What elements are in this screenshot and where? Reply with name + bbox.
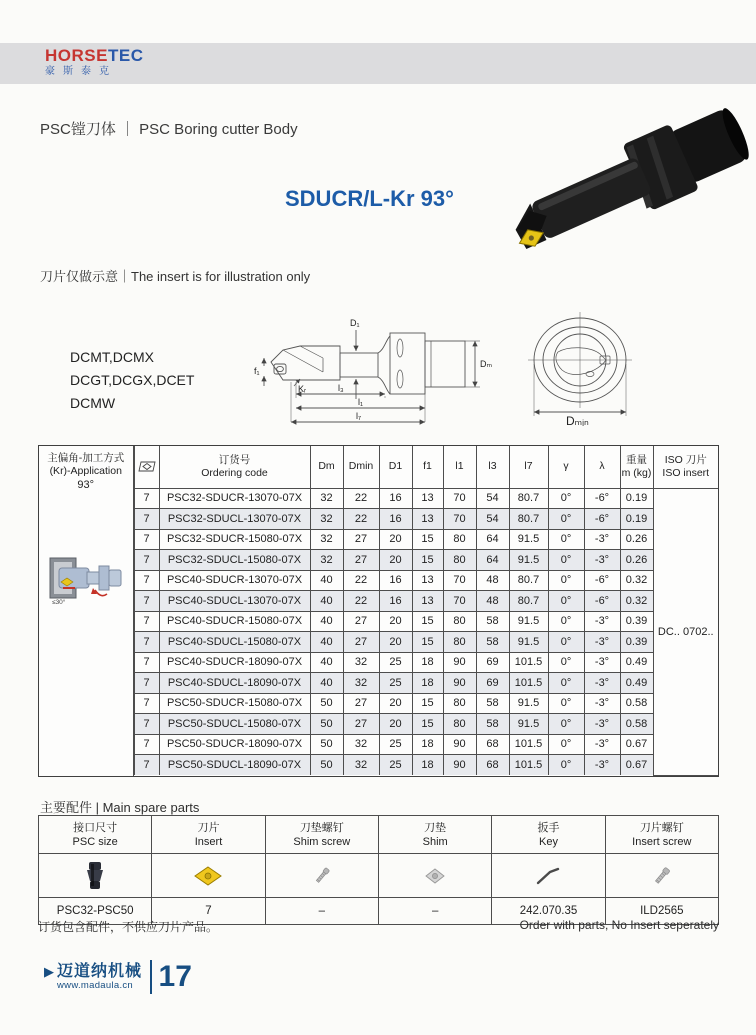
col-header-f1: f1 (412, 446, 443, 488)
col-header-dmin: Dmin (343, 446, 379, 488)
iso-insert-cell: DC.. 0702.. (653, 488, 718, 775)
brand-logo (45, 46, 144, 78)
dim-label-kr: Kᵣ (298, 384, 307, 394)
spec-table (38, 445, 719, 777)
spare-col-insert-screw: 刀片螺钉 Insert screw (605, 816, 718, 854)
spec-table-header-row (134, 446, 718, 488)
dim-label-f1: f₁ (254, 366, 260, 376)
spare-value-key: 242.070.35 (492, 898, 605, 925)
footnotes (38, 918, 719, 935)
table-row: 7 PSC32-SDUCR-13070-07X 32 22 16 13 70 54 80.7 0° -6° 0.19 DC.. 0702.. (134, 488, 718, 509)
dim-label-dm: Dₘ (480, 359, 493, 369)
footnote-en: Order with parts, No Insert seperately (519, 918, 719, 932)
spare-value-psc-size: PSC32-PSC50 (39, 898, 152, 925)
spare-parts-icon-row (39, 854, 719, 898)
table-row: 7 PSC40-SDUCL-13070-07X 40 22 16 13 70 48 80.7 0° -6° 0.32 (134, 591, 718, 612)
table-row: 7 PSC50-SDUCL-18090-07X 50 32 25 18 90 68 101.5 0° -3° 0.67 (134, 755, 718, 776)
key-icon (533, 864, 563, 888)
shim-screw-icon (310, 864, 334, 888)
application-column (39, 446, 134, 776)
col-header-d1: D1 (379, 446, 412, 488)
insert-note: 刀片仅做示意｜The insert is for illustration only (40, 269, 311, 284)
spare-col-insert: 刀片 Insert (152, 816, 265, 854)
col-header-iso-insert: ISO 刀片 ISO insert (653, 446, 718, 488)
footer-brand (44, 960, 192, 994)
shim-icon (423, 866, 447, 886)
table-row: 7 PSC40-SDUCL-15080-07X 40 27 20 15 80 58 91.5 0° -3° 0.39 (134, 632, 718, 653)
dim-label-d1: D₁ (350, 318, 360, 328)
table-row: 7 PSC40-SDUCR-18090-07X 40 32 25 18 90 69 101.5 0° -3° 0.49 (134, 652, 718, 673)
insert-shape-header (134, 446, 159, 488)
insert-shape-icon (138, 460, 156, 473)
spare-col-key: 扳手 Key (492, 816, 605, 854)
spare-col-psc-size: 接口尺寸 PSC size (39, 816, 152, 854)
product-photo (498, 104, 750, 266)
application-note: ≤30° (52, 599, 66, 606)
col-header-l7: l7 (509, 446, 548, 488)
footer-brand-block (57, 963, 142, 991)
dim-label-l1: l₁ (358, 397, 364, 407)
dim-label-l7: l₇ (356, 411, 362, 421)
application-header-en: (Kr)-Application (49, 465, 122, 477)
spare-col-shim-screw: 刀垫螺钉 Shim screw (265, 816, 378, 854)
page-number: 17 (158, 960, 192, 993)
brand-logo-text: HORSETEC (45, 46, 144, 65)
application-header-cn: 主偏角-加工方式 (47, 452, 125, 464)
spare-col-shim: 刀垫 Shim (378, 816, 491, 854)
tool-holder-icon (82, 861, 108, 891)
spare-parts-table (38, 815, 719, 925)
table-row: 7 PSC40-SDUCR-13070-07X 40 22 16 13 70 48 80.7 0° -6° 0.32 (134, 570, 718, 591)
footer-brand-cn: 迈道纳机械 (57, 963, 143, 980)
spare-value-shim-screw: – (265, 898, 378, 925)
table-row: 7 PSC32-SDUCL-15080-07X 32 27 20 15 80 64 91.5 0° -3° 0.26 (134, 550, 718, 571)
footer-arrow-icon: ▶ (44, 964, 54, 979)
col-header-ordering-code: 订货号 Ordering code (159, 446, 310, 488)
table-row: 7 PSC32-SDUCR-15080-07X 32 27 20 15 80 64 91.5 0° -3° 0.26 (134, 529, 718, 550)
table-row: 7 PSC40-SDUCL-18090-07X 40 32 25 18 90 69 101.5 0° -3° 0.49 (134, 673, 718, 694)
spare-parts-header-row (39, 816, 719, 854)
spec-table-grid (134, 446, 719, 776)
brand-logo-cn: 豪斯泰克 (45, 66, 117, 77)
footer-url: www.madaula.cn (57, 980, 134, 991)
model-title: SDUCR/L-Kr 93° (285, 186, 454, 211)
insert-screw-icon (650, 864, 674, 888)
footnote-cn: 订货包含配件，不供应刀片产品。 (38, 920, 219, 934)
insert-type-line: DCMT,DCMX (70, 349, 154, 365)
table-row: 7 PSC50-SDUCR-15080-07X 50 27 20 15 80 58 91.5 0° -3° 0.58 (134, 693, 718, 714)
col-header-l3: l3 (476, 446, 509, 488)
spare-value-insert-screw: ILD2565 (605, 898, 718, 925)
dim-label-dmin: Dₘᵢₙ (566, 414, 589, 428)
table-row: 7 PSC40-SDUCR-15080-07X 40 27 20 15 80 58 91.5 0° -3° 0.39 (134, 611, 718, 632)
table-row: 7 PSC50-SDUCL-15080-07X 50 27 20 15 80 58 91.5 0° -3° 0.58 (134, 714, 718, 735)
technical-drawing (228, 300, 728, 445)
table-row: 7 PSC32-SDUCL-13070-07X 32 22 16 13 70 54 80.7 0° -6° 0.19 (134, 509, 718, 530)
col-header-gamma: γ (548, 446, 584, 488)
application-graphic (49, 554, 125, 606)
insert-icon (193, 865, 223, 887)
spare-value-insert: 7 (152, 898, 265, 925)
col-header-lambda: λ (584, 446, 620, 488)
insert-type-line: DCMW (70, 395, 116, 411)
page-title: PSC镗刀体 ｜ PSC Boring cutter Body (40, 121, 298, 138)
main-table-body (134, 488, 718, 775)
spare-value-shim: – (378, 898, 491, 925)
footer-divider (150, 960, 152, 994)
col-header-dm: Dm (310, 446, 343, 488)
spare-parts-title: 主要配件 | Main spare parts (40, 800, 200, 815)
insert-type-line: DCGT,DCGX,DCET (70, 372, 195, 388)
col-header-l1: l1 (443, 446, 476, 488)
table-row: 7 PSC50-SDUCR-18090-07X 50 32 25 18 90 68 101.5 0° -3° 0.67 (134, 734, 718, 755)
dim-label-l3: l₃ (338, 383, 344, 393)
insert-type-list (70, 346, 194, 415)
col-header-weight: 重量 m (kg) (620, 446, 653, 488)
application-angle: 93° (77, 479, 95, 491)
